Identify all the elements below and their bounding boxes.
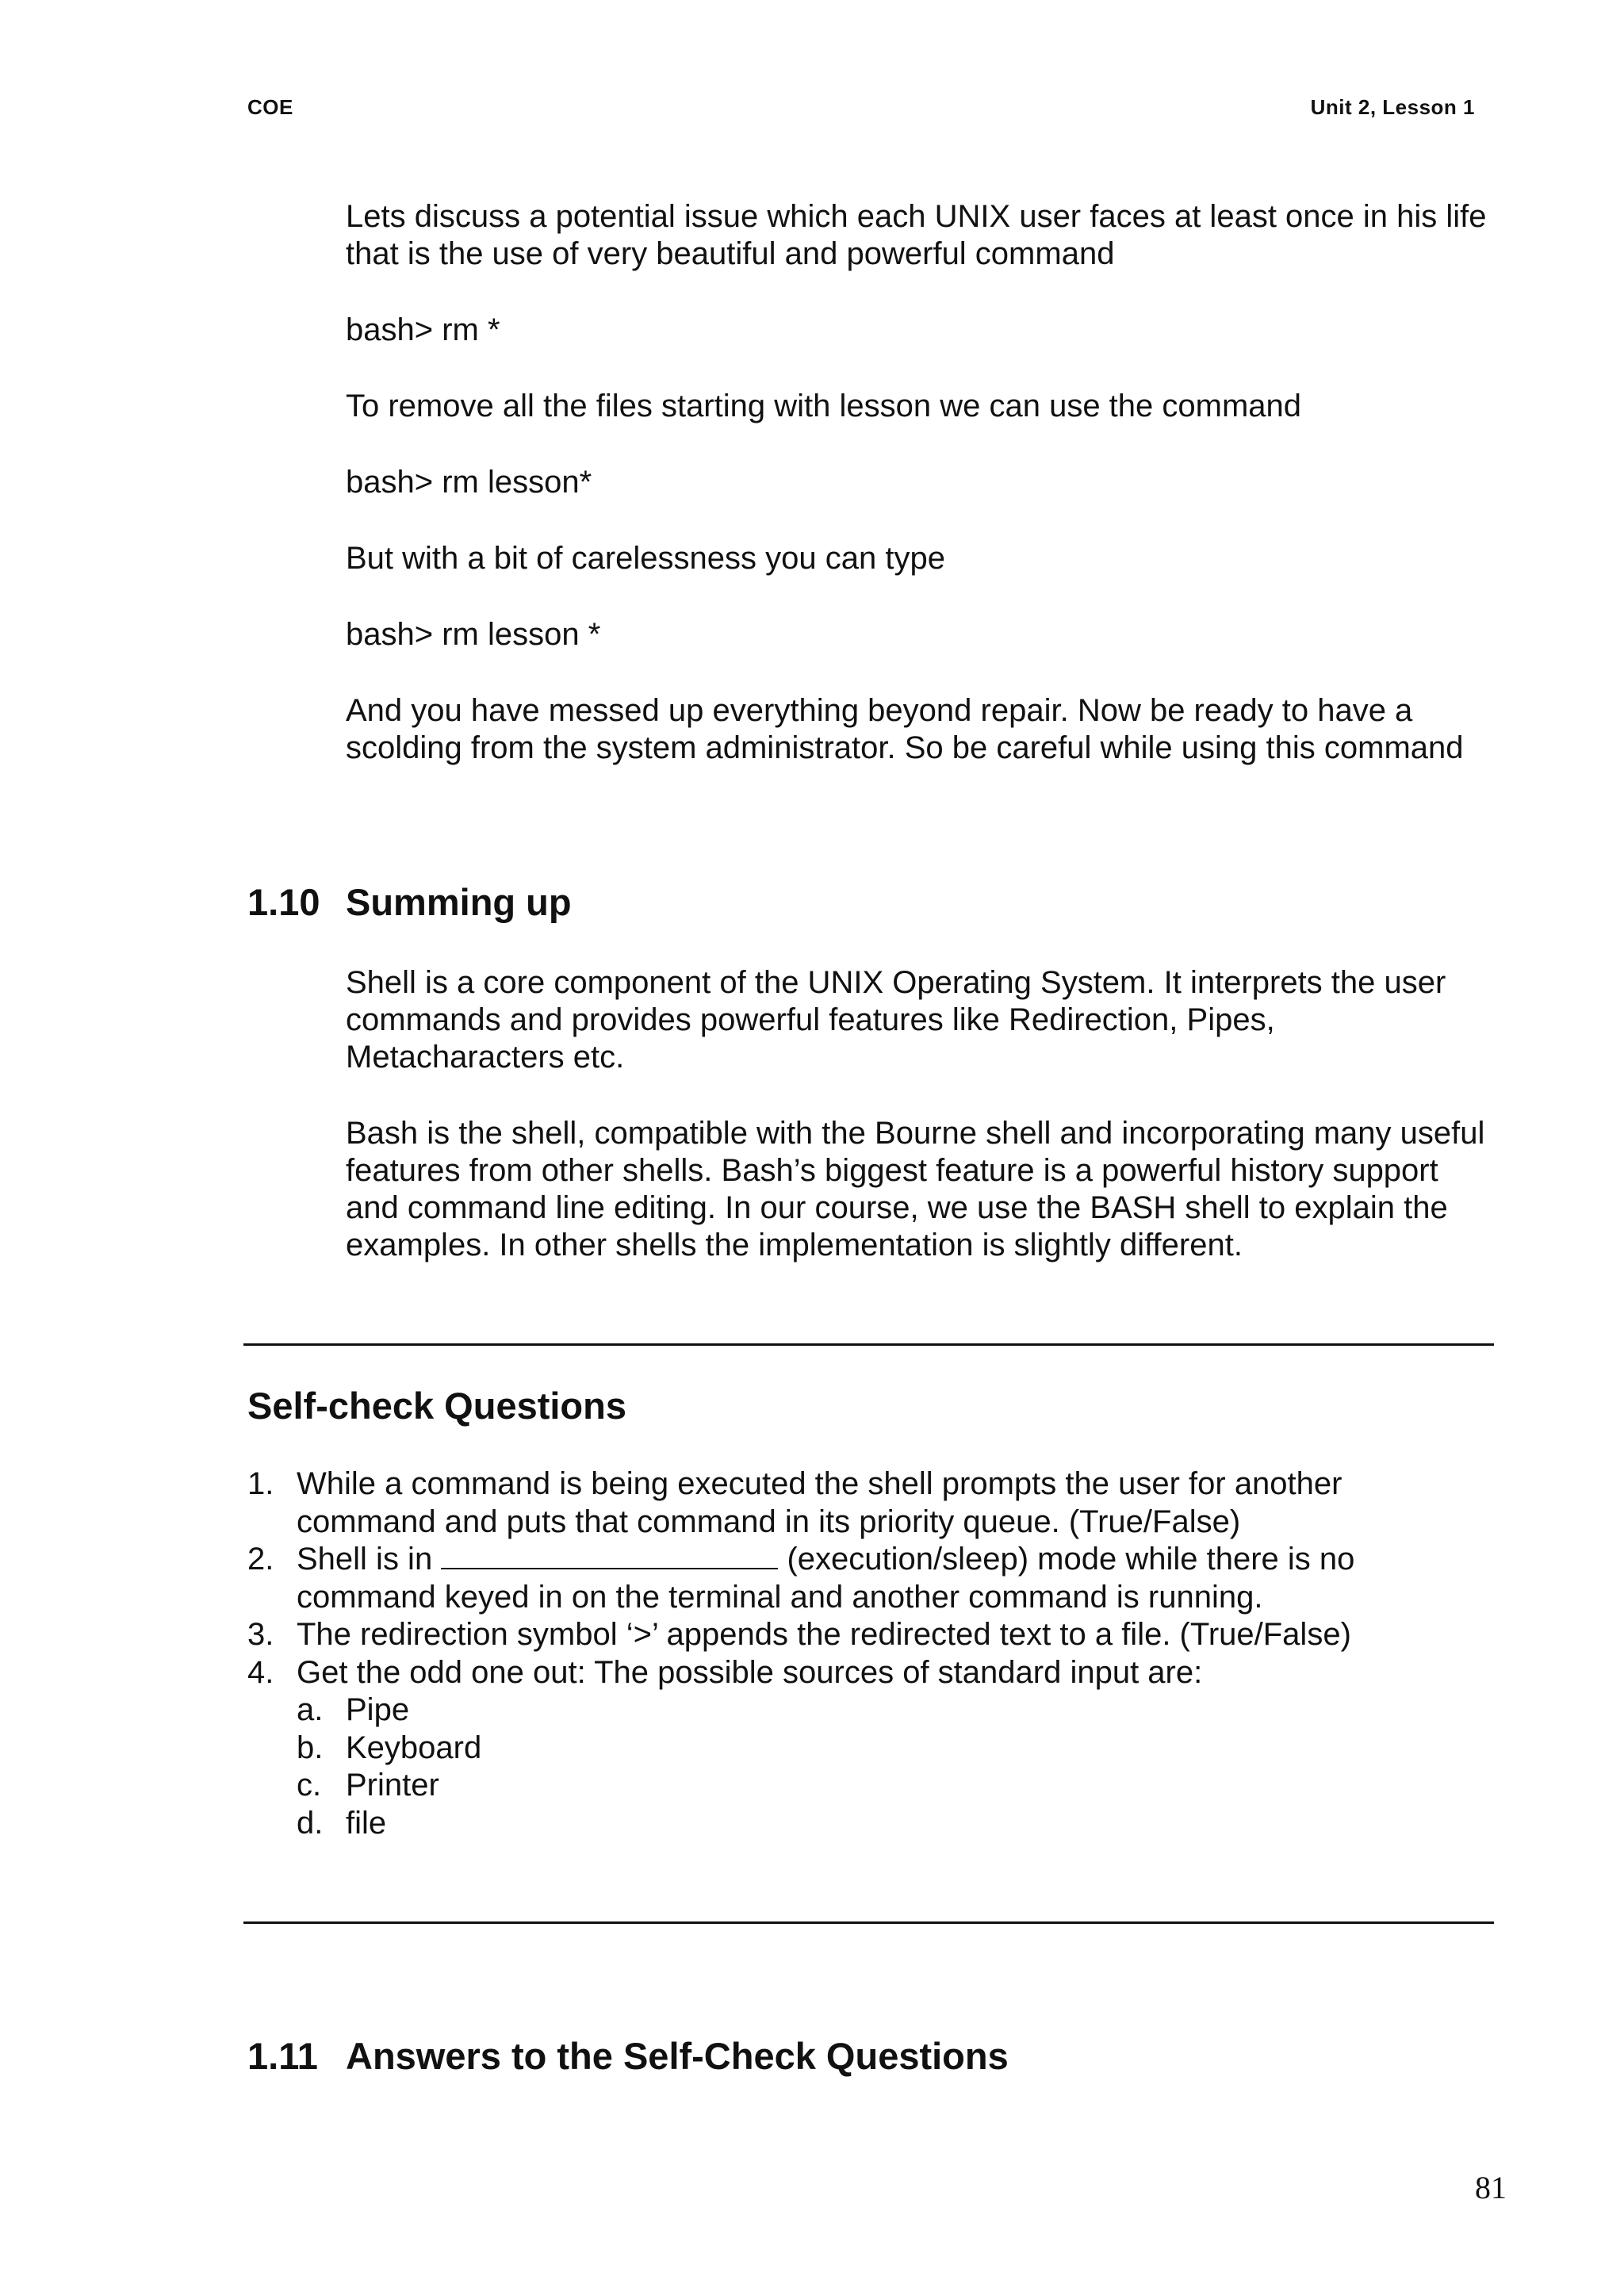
summary-paragraph: Bash is the shell, compatible with the Bourne shell and incorporating many useful features from other shells. Bash’s biggest feature is a powerful history support and command line editing. In our course, we use the BASH shell to explain the examples. In other shells the implementation is slightly different. (346, 1116, 1485, 1262)
section-heading-answers (247, 2034, 1009, 2079)
option-text: Pipe (346, 1692, 410, 1727)
option-letter: d. (297, 1805, 324, 1841)
question-text: While a command is being executed the shell prompts the user for another command and puts that command in its priority queue. (True/False) (297, 1466, 1342, 1539)
answer-option (247, 1805, 1484, 1843)
question-text-after: (execution/sleep) mode while there is no command keyed in on the terminal and another command is running. (297, 1542, 1355, 1615)
intro-section (346, 198, 1488, 806)
question-text-before: Shell is in (297, 1542, 433, 1577)
question-item (247, 1541, 1484, 1616)
section-title: Answers to the Self-Check Questions (346, 2035, 1009, 2077)
answer-option (247, 1767, 1484, 1805)
section-divider (243, 1343, 1494, 1346)
option-letter: b. (297, 1730, 324, 1765)
section-divider (243, 1921, 1494, 1924)
header-course: COE (247, 95, 293, 119)
question-text (297, 1541, 1484, 1616)
intro-paragraph: But with a bit of carelessness you can type (346, 541, 945, 576)
section-heading-summing-up (247, 880, 572, 925)
answer-blank (441, 1541, 778, 1569)
section-number: 1.10 (247, 881, 320, 923)
page-number: 81 (1475, 2170, 1507, 2205)
option-letter: a. (297, 1692, 324, 1727)
question-number: 2. (247, 1542, 274, 1577)
header-unit-lesson: Unit 2, Lesson 1 (1310, 95, 1475, 119)
section-title: Summing up (346, 881, 572, 923)
self-check-title: Self-check Questions (247, 1385, 626, 1427)
intro-paragraph: And you have messed up everything beyond repair. Now be ready to have a scolding from the system administrator. So be careful while using this command (346, 693, 1464, 765)
option-letter: c. (297, 1768, 322, 1803)
answer-option (247, 1730, 1484, 1768)
question-number: 1. (247, 1466, 274, 1501)
option-text: Printer (346, 1768, 439, 1803)
option-text: file (346, 1805, 387, 1841)
section-number: 1.11 (247, 2035, 318, 2077)
intro-paragraph: Lets discuss a potential issue which each UNIX user faces at least once in his life that is the use of very beautiful and powerful command (346, 199, 1487, 271)
question-text: Get the odd one out: The possible sources of standard input are: (297, 1654, 1203, 1690)
question-number: 3. (247, 1617, 274, 1652)
question-item (247, 1616, 1484, 1654)
command-example: bash> rm lesson* (346, 465, 592, 500)
command-example: bash> rm * (346, 312, 500, 347)
question-text: The redirection symbol ‘>’ appends the redirected text to a file. (True/False) (297, 1617, 1351, 1652)
summary-paragraph: Shell is a core component of the UNIX Operating System. It interprets the user commands and provides powerful features like Redirection, Pipes, Metacharacters etc. (346, 965, 1446, 1075)
question-item (247, 1466, 1484, 1541)
command-example: bash> rm lesson * (346, 617, 601, 652)
self-check-questions (247, 1466, 1484, 1842)
option-text: Keyboard (346, 1730, 482, 1765)
summing-up-body (346, 964, 1488, 1303)
question-item (247, 1654, 1484, 1692)
answer-option (247, 1692, 1484, 1730)
question-number: 4. (247, 1654, 274, 1690)
intro-paragraph: To remove all the files starting with lesson we can use the command (346, 389, 1302, 423)
